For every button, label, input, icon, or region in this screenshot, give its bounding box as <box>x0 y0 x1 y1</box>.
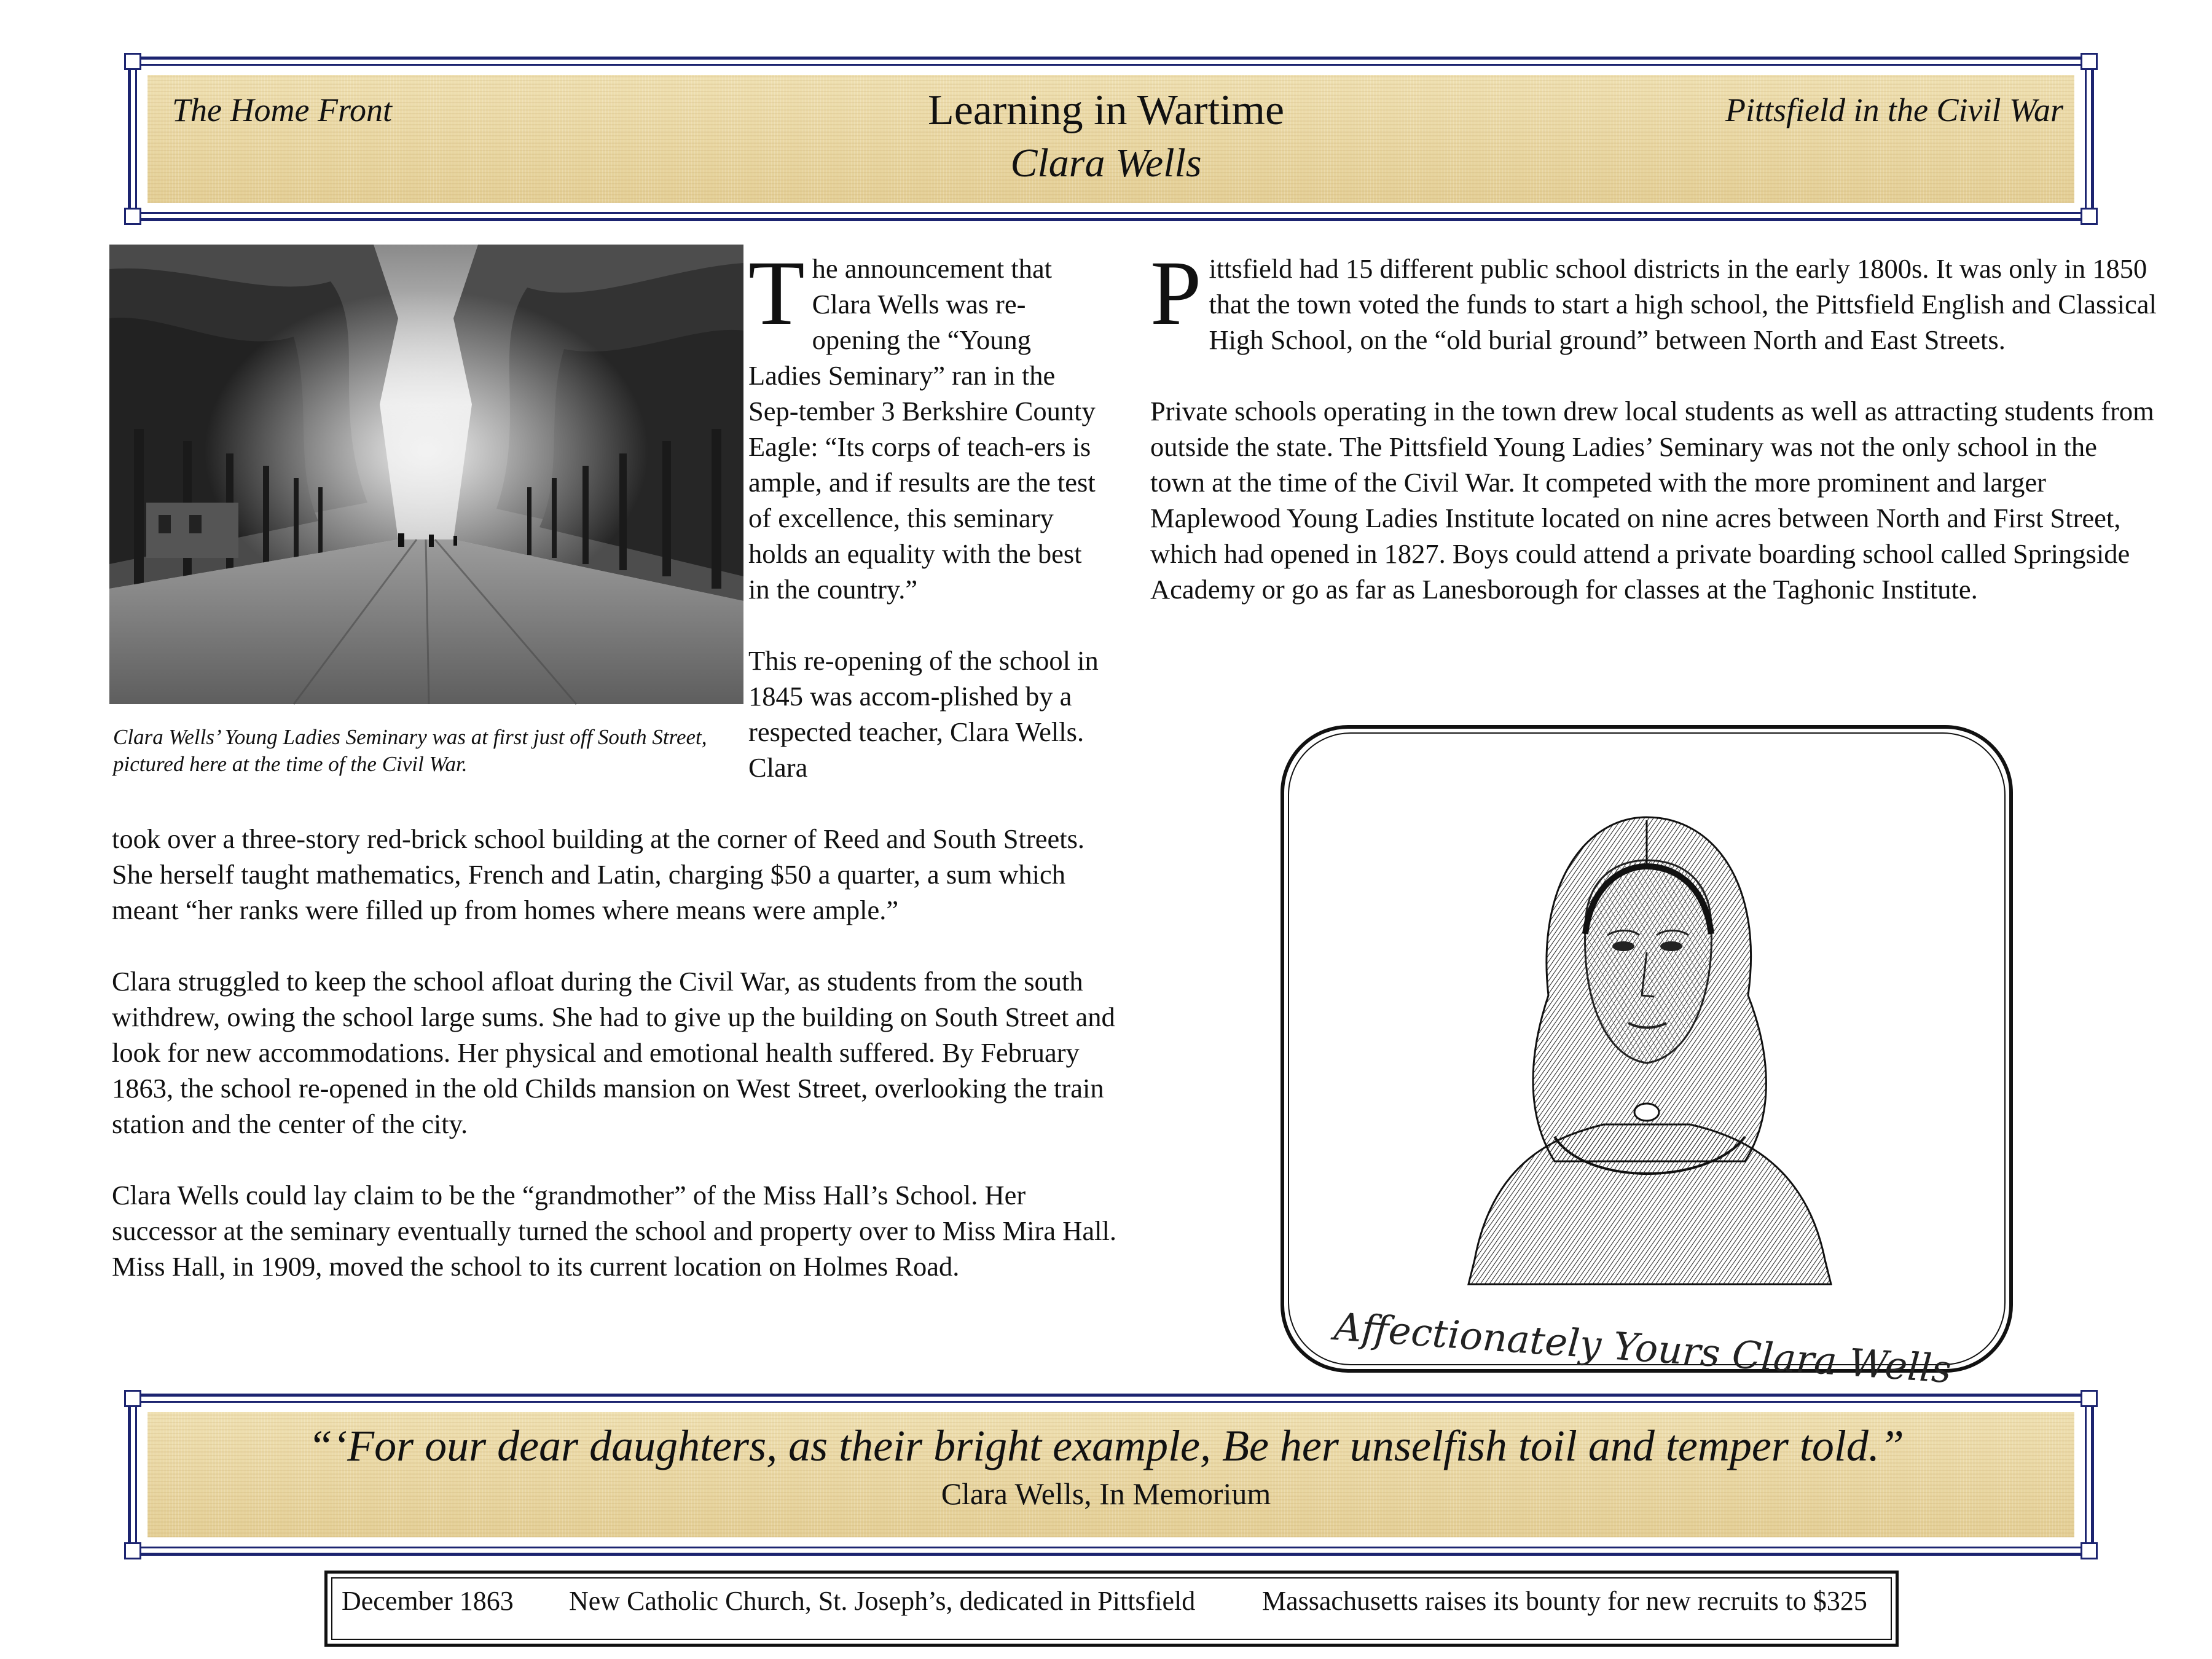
header-banner <box>128 57 2094 221</box>
article-continued <box>112 821 1120 1320</box>
article-paragraph: This re-opening of the school in 1845 was accom-plished by a respected teacher, Clara Wells. Clara <box>748 645 1099 783</box>
portrait-signature: Affectionately Yours Clara Wells <box>1332 1304 1953 1392</box>
article-paragraph: he announcement that Clara Wells was re-opening the “Young Ladies Seminary” ran in the Sep-tember 3 Berkshire County Eagle: “Its corps of teach-ers is ample, and if results are the test of excellence, this seminary holds an equality with the best in the country.” <box>748 253 1096 605</box>
article-paragraph: Private schools operating in the town drew local students as well as attracting students from outside the state. The Pittsfield Young Ladies’ Seminary was not the only school in the town at the time of the Civil War. It competed with the more prominent and larger Maplewood Young Ladies Institute located on nine acres between North and First Street, which had opened in 1827. Boys could attend a private boarding school called Springside Academy or go as far as Lanesborough for classes at the Taghonic Institute. <box>1150 396 2154 605</box>
article-paragraph: Clara Wells could lay claim to be the “grandmother” of the Miss Hall’s School. Her successor at the seminary eventually turned the school and property over to Miss Mira Hall. Miss Hall, in 1909, moved the school to its current location on Holmes Road. <box>112 1180 1116 1282</box>
article-paragraph: ittsfield had 15 different public school districts in the early 1800s. It was only in 1850 that the town voted the funds to start a high school, the Pittsfield English and Classical High School, on the “old burial ground” between North and East Streets. <box>1209 253 2157 355</box>
series-label: Pittsfield in the Civil War <box>1725 92 2063 128</box>
article-paragraph: took over a three-story red-brick school building at the corner of Reed and South Streets. She herself taught mathematics, French and Latin, charging $50 a quarter, a sum which meant “her ranks were filled up from homes where means were ample.” <box>112 823 1085 925</box>
article-paragraph: Clara struggled to keep the school afloat during the Civil War, as students from the south withdrew, owing the school large sums. She had to give up the building on South Street and look for new accommodations. Her physical and emotional health suffered. By February 1863, the school re-opened in the old Childs mansion on West Street, overlooking the train station and the center of the city. <box>112 966 1115 1139</box>
photo-caption: Clara Wells’ Young Ladies Seminary was at first just off South Street, pictured here at the time of the Civil War. <box>113 725 707 776</box>
timeline-event: Massachusetts raises its bounty for new recruits to $325 <box>1262 1586 1867 1616</box>
page-subtitle: Clara Wells <box>1010 141 1202 186</box>
drop-cap-t: T <box>748 242 805 344</box>
article-column-right <box>1150 242 2158 643</box>
article-column-a <box>748 242 1106 785</box>
memorial-quote: “‘For our dear daughters, as their bright example, Be her unselfish toil and temper told.” <box>308 1421 1904 1470</box>
clara-wells-portrait <box>1332 793 1953 1392</box>
quote-attribution: Clara Wells, In Memorium <box>941 1477 1271 1511</box>
page-title: Learning in Wartime <box>927 87 1285 134</box>
drop-cap-p: P <box>1150 242 1202 344</box>
timeline-date: December 1863 <box>342 1586 514 1616</box>
timeline-event: New Catholic Church, St. Joseph’s, dedicated in Pittsfield <box>569 1586 1196 1616</box>
section-label: The Home Front <box>172 92 392 128</box>
street-photo <box>109 245 743 704</box>
quote-banner <box>128 1394 2094 1556</box>
